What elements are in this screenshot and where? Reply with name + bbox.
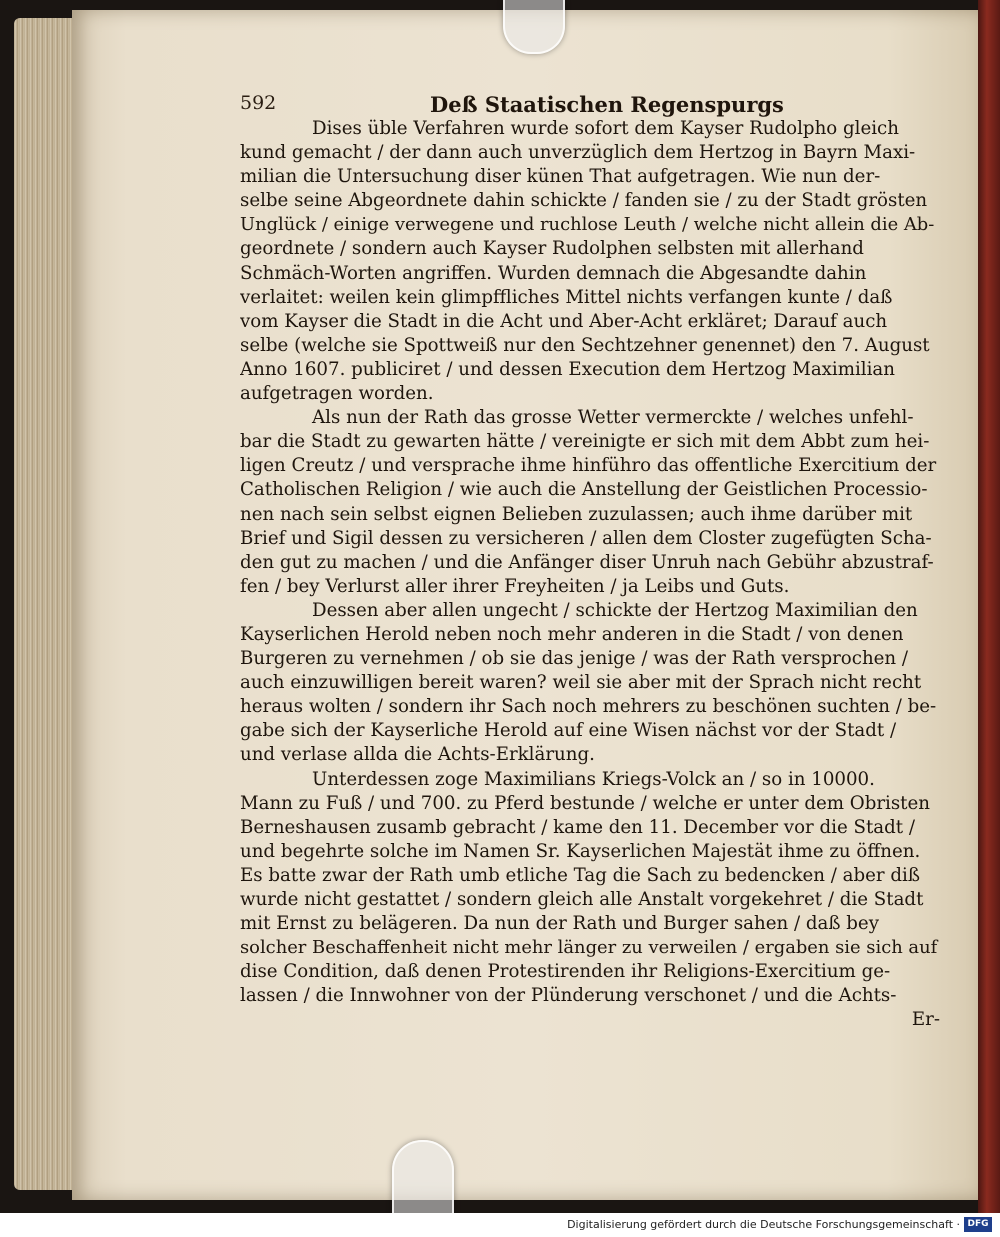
- text-line: ligen Creutz / und versprache ihme hinführo das offentliche Exercitium der: [240, 455, 937, 477]
- text-line: Schmäch-Worten angriffen. Wurden demnach die Abgesandte dahin: [240, 262, 867, 284]
- text-line: fen / bey Verlurst aller ihrer Freyheiten / ja Leibs und Guts.: [240, 575, 790, 597]
- text-line: bar die Stadt zu gewarten hätte / vereinigte er sich mit dem Abbt zum hei-: [240, 431, 930, 453]
- text-line: Als nun der Rath das grosse Wetter vermerckte / welches unfehl-: [312, 407, 914, 429]
- page-header: [240, 92, 940, 118]
- text-line: kund gemacht / der dann auch unverzüglich dem Hertzog in Bayrn Maxi-: [240, 142, 916, 164]
- text-line: geordnete / sondern auch Kayser Rudolphen selbsten mit allerhand: [240, 238, 864, 260]
- text-line: nen nach sein selbst eignen Belieben zuzulassen; auch ihme darüber mit: [240, 503, 913, 525]
- text-line: Kayserlichen Herold neben noch mehr anderen in die Stadt / von denen: [240, 623, 904, 645]
- text-line: Dises üble Verfahren wurde sofort dem Kayser Rudolpho gleich: [312, 118, 899, 139]
- text-line: Unterdessen zoge Maximilians Kriegs-Volck an / so in 10000.: [312, 768, 875, 790]
- text-line: heraus wolten / sondern ihr Sach noch mehrers zu beschönen suchten / be-: [240, 696, 937, 718]
- text-line: und verlase allda die Achts-Erklärung.: [240, 744, 595, 766]
- text-line: und begehrte solche im Namen Sr. Kayserlichen Majestät ihme zu öffnen.: [240, 840, 921, 862]
- text-line: gabe sich der Kayserliche Herold auf eine Wisen nächst vor der Stadt /: [240, 720, 897, 742]
- text-line: Er-: [911, 1009, 940, 1031]
- page-text: [240, 117, 940, 1033]
- book-cover-edge: [978, 0, 1000, 1213]
- text-line: Catholischen Religion / wie auch die Anstellung der Geistlichen Processio-: [240, 479, 928, 501]
- page-clip-top: [503, 0, 565, 54]
- text-line: auch einzuwilligen bereit waren? weil sie aber mit der Sprach nicht recht: [240, 672, 922, 694]
- text-line: Berneshausen zusamb gebracht / kame den 11. December vor die Stadt /: [240, 816, 915, 838]
- text-line: solcher Beschaffenheit nicht mehr länger zu verweilen / ergaben sie sich auf: [240, 937, 938, 959]
- text-line: Mann zu Fuß / und 700. zu Pferd bestunde / welche er unter dem Obristen: [240, 792, 930, 814]
- text-line: Dessen aber allen ungecht / schickte der Hertzog Maximilian den: [312, 599, 918, 621]
- text-line: Unglück / einige verwegene und ruchlose Leuth / welche nicht allein die Ab-: [240, 214, 935, 236]
- text-line: milian die Untersuchung diser künen That aufgetragen. Wie nun der-: [240, 166, 881, 188]
- text-line: Anno 1607. publiciret / und dessen Execution dem Hertzog Maximilian: [240, 358, 895, 380]
- footer-bar: [0, 1213, 1000, 1237]
- page-clip-bottom: [392, 1140, 454, 1216]
- text-line: wurde nicht gestattet / sondern gleich alle Anstalt vorgekehret / die Stadt: [240, 889, 924, 910]
- page-number: 592: [240, 92, 277, 114]
- text-line: Burgeren zu vernehmen / ob sie das jenige / was der Rath versprochen /: [240, 648, 909, 670]
- text-line: Es batte zwar der Rath umb etliche Tag die Sach zu bedencken / aber diß: [240, 864, 920, 886]
- running-title: Deß Staatischen Regenspurgs: [430, 92, 784, 117]
- text-line: dise Condition, daß denen Protestirenden ihr Religions-Exercitium ge-: [240, 961, 891, 983]
- funding-credit: Digitalisierung gefördert durch die Deutsche Forschungsgemeinschaft ·: [567, 1218, 960, 1231]
- text-line: den gut zu machen / und die Anfänger diser Unruh nach Gebühr abzustraf-: [240, 551, 934, 573]
- text-line: mit Ernst zu belägeren. Da nun der Rath und Burger sahen / daß bey: [240, 913, 879, 935]
- text-line: selbe (welche sie Spottweiß nur den Sechtzehner genennet) den 7. August: [240, 334, 930, 356]
- text-line: aufgetragen worden.: [240, 383, 434, 405]
- text-line: lassen / die Innwohner von der Plünderung verschonet / und die Achts-: [240, 985, 897, 1007]
- text-line: selbe seine Abgeordnete dahin schickte / fanden sie / zu der Stadt grösten: [240, 190, 928, 212]
- page-edges: [14, 18, 76, 1190]
- text-line: verlaitet: weilen kein glimpffliches Mittel nichts verfangen kunte / daß: [240, 286, 893, 308]
- dfg-logo: DFG: [964, 1217, 992, 1232]
- text-line: Brief und Sigil dessen zu versicheren / allen dem Closter zugefügten Scha-: [240, 527, 932, 549]
- text-line: vom Kayser die Stadt in die Acht und Aber-Acht erkläret; Darauf auch: [240, 310, 888, 332]
